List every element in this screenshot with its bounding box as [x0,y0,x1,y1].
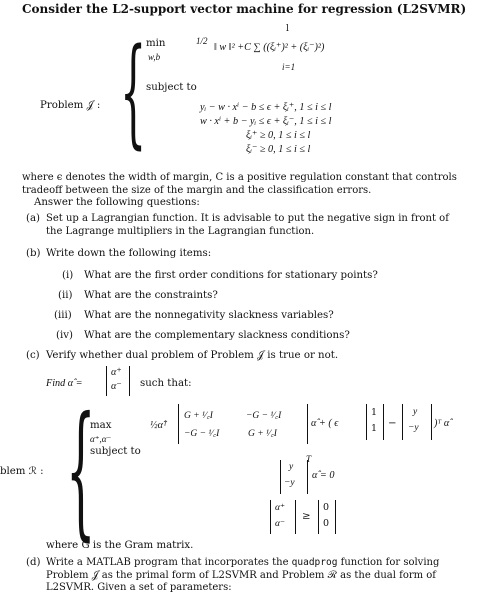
problem-j-label: Problem 𝒥 : [40,100,101,111]
constraint-3: ξᵢ⁺ ≥ 0, 1 ≤ i ≤ l [246,130,311,141]
question-b-label: (b) [26,248,41,259]
minus-sign: − [388,418,397,429]
question-a-text: Set up a Lagrangian function. It is advisable to put the negative sign in front of the Lagrange multipliers in the Lagrangian function. [46,213,449,237]
problem-j-brace: { [120,22,147,160]
question-d-label: (d) [26,557,41,568]
zero-entry: 0 [323,502,330,513]
question-b-item-label: (i) [62,270,74,281]
alpha-plus: α⁺ [111,367,122,378]
matrix-cell: −G − ¹⁄꜀I [246,411,282,421]
question-c-text: Verify whether dual problem of Problem 𝒥 is true or not. [46,350,339,361]
equality-rhs: α̂ = 0 [312,470,335,481]
find-prefix: Find α̂ = [46,378,83,389]
constraint-2: w · xⁱ + b − yᵢ ≤ ϵ + ξᵢ⁻, 1 ≤ i ≤ l [200,116,332,127]
matrix-cell: G + ¹⁄꜀I [184,411,213,421]
min-operator: min [146,38,166,49]
alpha-minus: α⁻ [111,381,122,392]
y-entry: y [413,407,418,417]
question-d-text-before: Write a MATLAB program that incorporates the [46,557,292,568]
y-entry: −y [408,423,419,433]
constraint-y-entry: y [289,462,294,472]
question-a-label: (a) [26,213,41,224]
dual-objective-mid: α̂ + ( ϵ [311,418,339,429]
dual-objective-end: )ᵀ α̂ [434,418,450,429]
answer-intro: Answer the following questions: [34,197,200,208]
max-operator: max [90,420,112,431]
objective-function: ‖ w ‖² +C ∑ ((ξᵢ⁺)² + (ξᵢ⁻)²) [214,42,325,53]
quadprog-code: quadprog [291,557,338,568]
transpose-mark: T [306,454,312,464]
question-b-item-label: (iv) [56,330,73,341]
find-suffix: such that: [140,378,192,389]
subject-to-label: subject to [146,82,197,93]
dual-subject-to: subject to [90,446,141,457]
question-c-label: (c) [26,350,40,361]
sum-lower-limit: i=1 [282,62,296,72]
question-b-item-text: What are the first order conditions for stationary points? [84,270,378,281]
sum-upper-limit: l [286,24,289,34]
question-b-item-text: What are the complementary slackness conditions? [84,330,350,341]
constraint-1: yᵢ − w · xⁱ − b ≤ ϵ + ξᵢ⁺, 1 ≤ i ≤ l [200,102,332,113]
constraint-y-entry: −y [284,478,295,488]
zero-entry: 0 [323,518,330,529]
ones-entry: 1 [371,423,378,434]
question-b-item-label: (ii) [58,290,73,301]
gram-matrix-note: where G is the Gram matrix. [46,540,194,551]
question-b-item-text: What are the nonnegativity slackness variables? [84,310,334,321]
question-d-text-after: function for solving Problem 𝒥 as the primal form of L2SVMR and Problem ℛ as the dual form of L2SVMR. Given a set of parameters: [46,557,440,593]
constraint-y-vector [280,460,308,494]
margin-description: where ϵ denotes the width of margin, C is a positive regulation constant that controls tradeoff between the size of the margin and the classification errors. [22,172,457,196]
problem-r-brace: { [66,386,96,555]
objective-fraction: 1/2 [196,36,208,46]
question-b-item-label: (iii) [54,310,72,321]
constraint-alpha-entry: α⁺ [275,503,286,513]
ones-entry: 1 [371,407,378,418]
matrix-cell: G + ¹⁄꜀I [248,429,277,439]
inequality-sign: ≥ [302,511,311,522]
page-title: Consider the L2-support vector machine for regression (L2SVMR) [22,2,467,16]
dual-objective-prefix: ½α̂ᵀ [150,420,167,431]
constraint-alpha-entry: α⁻ [275,519,286,529]
problem-r-label: blem ℛ : [0,466,44,477]
question-d-text [46,557,476,595]
constraint-4: ξᵢ⁻ ≥ 0, 1 ≤ i ≤ l [246,144,311,155]
question-b-text: Write down the following items: [46,248,212,259]
matrix-cell: −G − ¹⁄꜀I [184,429,220,439]
question-b-item-text: What are the constraints? [84,290,218,301]
min-subscript: w,b [148,52,161,62]
max-subscript: α⁺,α⁻ [90,434,112,444]
